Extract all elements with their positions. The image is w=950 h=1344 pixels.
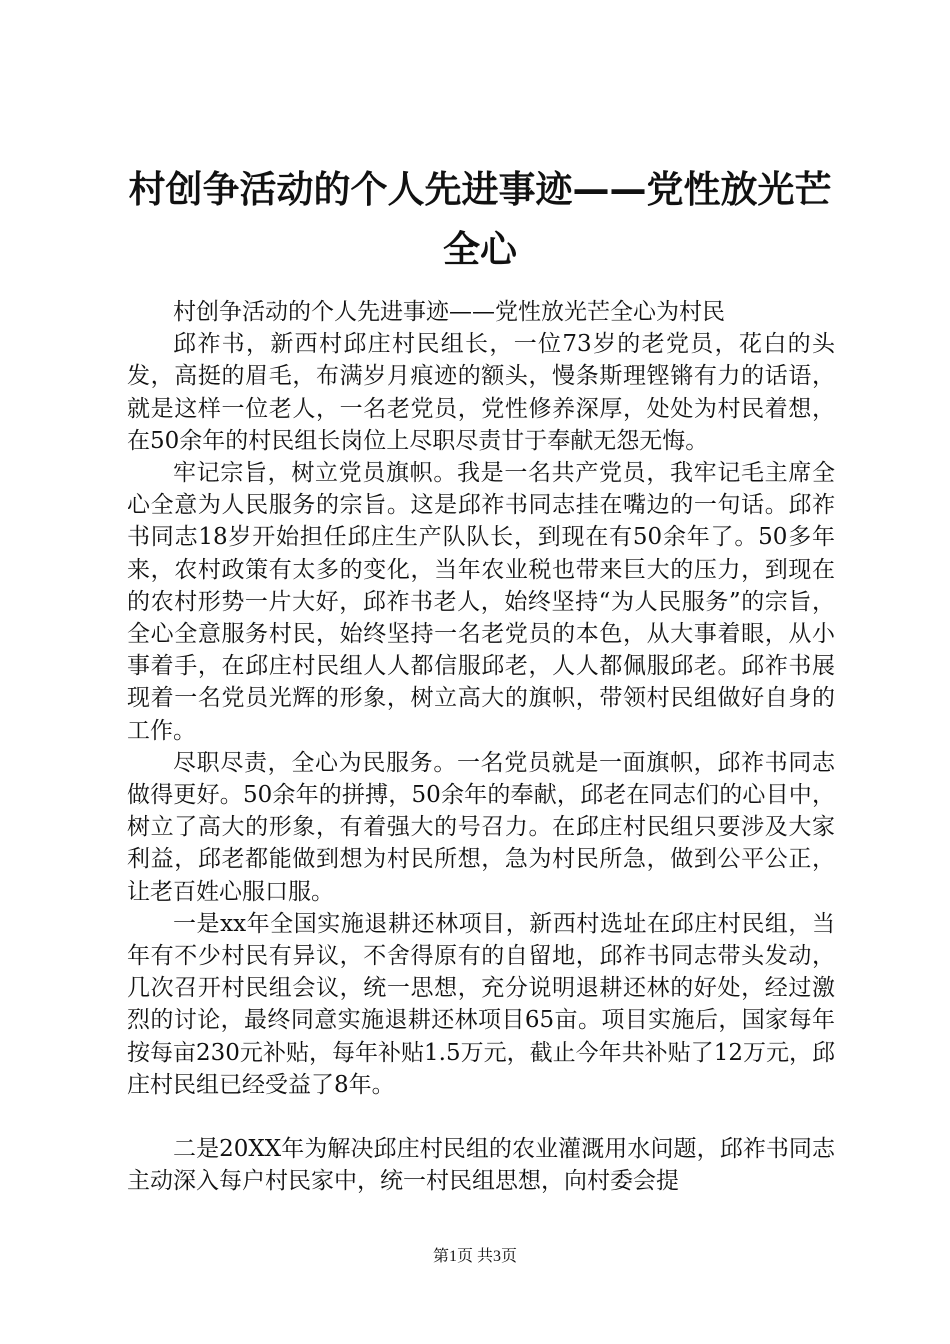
paragraph-intro: 邱祚书，新西村邱庄村民组长，一位73岁的老党员，花白的头发，高挺的眉毛，布满岁月痕迹的额头，慢条斯理铿锵有力的话语，就是这样一位老人，一名老党员，党性修养深厚，处处为村民着想，在50余年的村民组长岗位上尽职尽责甘于奉献无怨无悔。 — [127, 331, 835, 454]
paragraph-example-two: 二是20XX年为解决邱庄村民组的农业灌溉用水问题，邱祚书同志主动深入每户村民家中，统一村民组思想，向村委会提 — [127, 1136, 835, 1195]
paragraph-example-one: 一是xx年全国实施退耕还林项目，新西村选址在邱庄村民组，当年有不少村民有异议，不舍得原有的自留地，邱祚书同志带头发动，几次召开村民组会议，统一思想，充分说明退耕还林的好处，经过激烈的讨论，最终同意实施退耕还林项目65亩。项目实施后，国家每年按每亩230元补贴，每年补贴1.5万元，截止今年共补贴了12万元，邱庄村民组已经受益了8年。 — [127, 910, 835, 1098]
paragraph-gap — [127, 1101, 835, 1133]
paragraph-duty: 尽职尽责，全心为民服务。一名党员就是一面旗帜，邱祚书同志做得更好。50余年的拼搏，50余年的奉献，邱老在同志们的心目中，树立了高大的形象，有着强大的号召力。在邱庄村民组只要涉及大家利益，邱老都能做到想为村民所想，急为村民所急，做到公平公正，让老百姓心服口服。 — [127, 749, 835, 905]
paragraph-purpose: 牢记宗旨，树立党员旗帜。我是一名共产党员，我牢记毛主席全心全意为人民服务的宗旨。这是邱祚书同志挂在嘴边的一句话。邱祚书同志18岁开始担任邱庄生产队队长，到现在有50余年了。50多年来，农村政策有太多的变化，当年农业税也带来巨大的压力，到现在的农村形势一片大好，邱祚书老人，始终坚持“为人民服务”的宗旨，全心全意服务村民，始终坚持一名老党员的本色，从大事着眼，从小事着手，在邱庄村民组人人都信服邱老，人人都佩服邱老。邱祚书展现着一名党员光辉的形象，树立高大的旗帜，带领村民组做好自身的工作。 — [127, 460, 835, 744]
document-body — [127, 296, 835, 1197]
document-title: 村创争活动的个人先进事迹——党性放光芒全心 — [128, 168, 832, 271]
paragraph-subtitle: 村创争活动的个人先进事迹——党性放光芒全心为村民 — [173, 299, 725, 325]
page-footer: 第1页 共3页 — [432, 1248, 517, 1265]
